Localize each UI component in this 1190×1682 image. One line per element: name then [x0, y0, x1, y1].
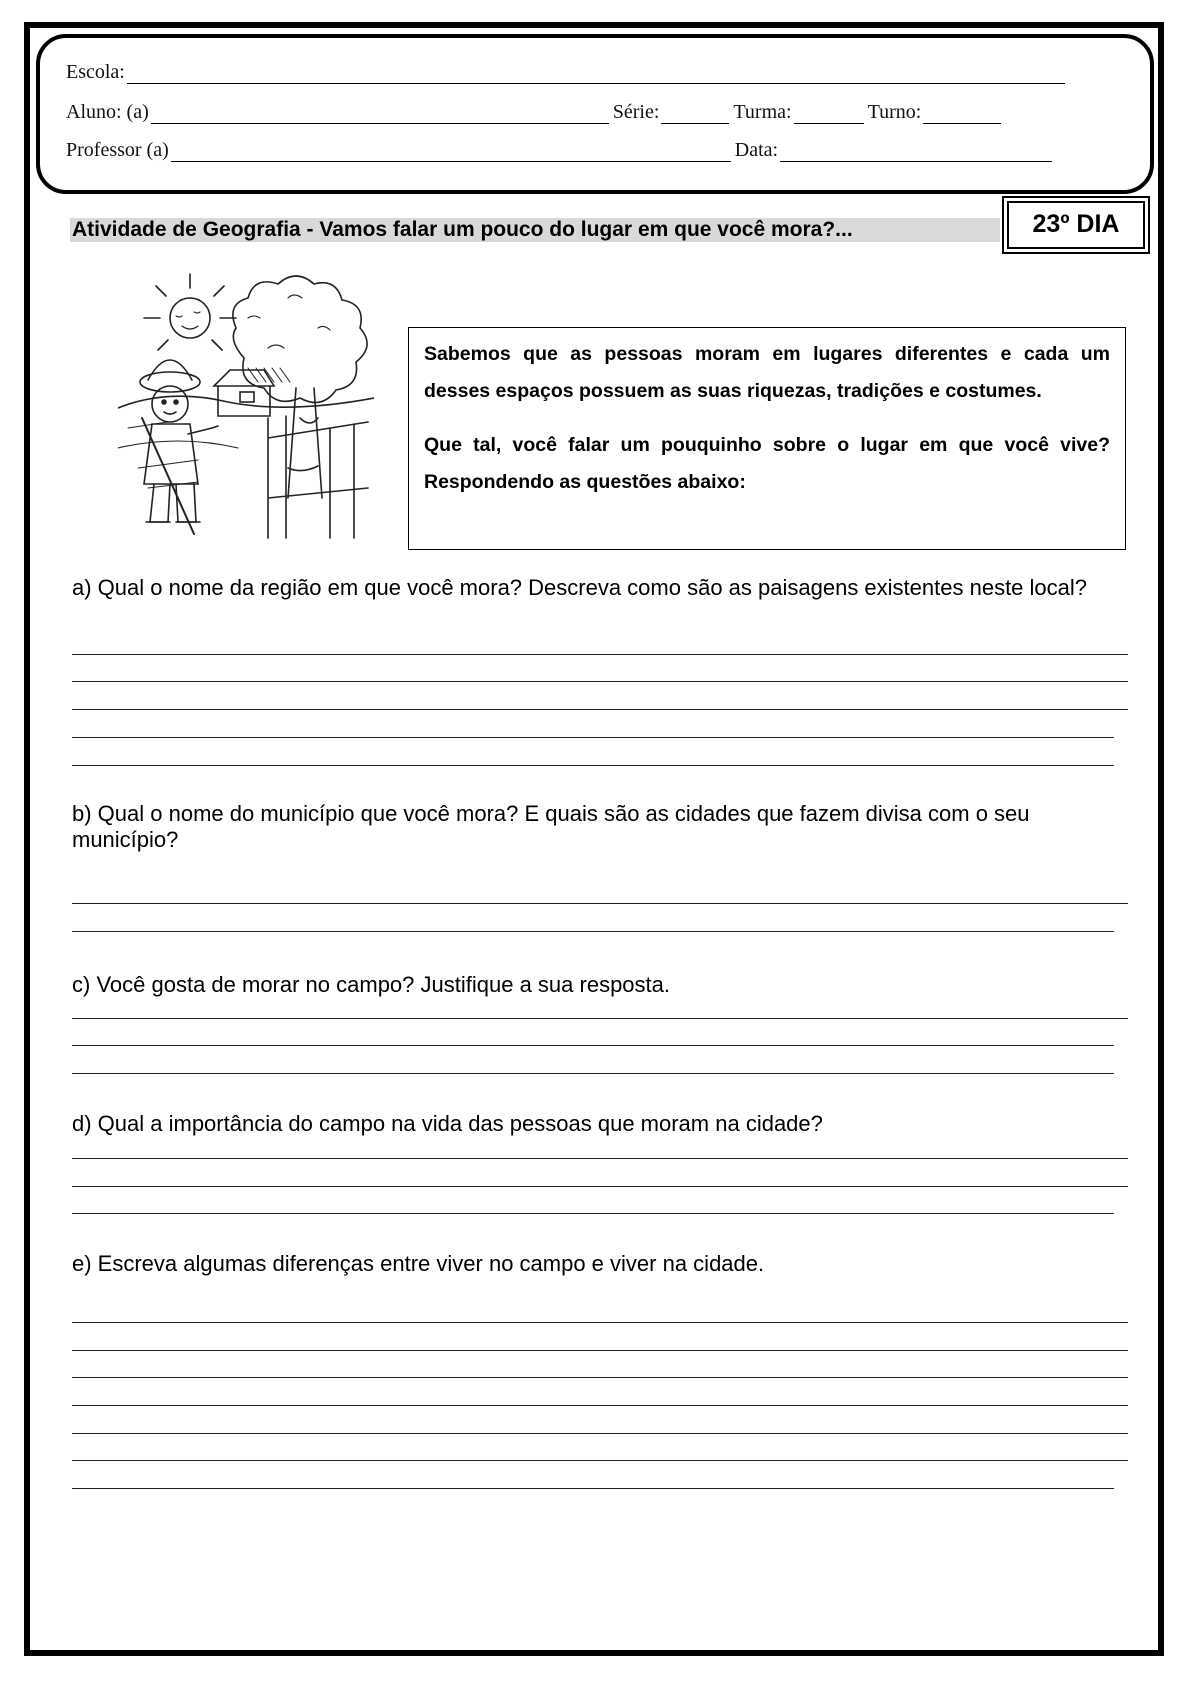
answer-line[interactable]: [72, 1433, 1128, 1434]
teacher-row: [66, 136, 1056, 162]
date-field[interactable]: [780, 143, 1052, 162]
activity-title: Atividade de Geografia - Vamos falar um pouco do lugar em que você mora?...: [70, 218, 1000, 242]
class-field[interactable]: [794, 105, 864, 124]
answer-line[interactable]: [72, 737, 1114, 738]
school-field[interactable]: [127, 65, 1065, 84]
day-label: 23º DIA: [1007, 201, 1145, 249]
day-badge: [1002, 196, 1150, 254]
answer-line[interactable]: [72, 1488, 1114, 1489]
sun-icon: [170, 298, 210, 338]
intro-paragraph-1: Sabemos que as pessoas moram em lugares diferentes e cada um desses espaços possuem as suas riquezas, tradições e costumes.: [424, 343, 1110, 402]
farm-boy-illustration: [118, 268, 374, 548]
student-row: [66, 98, 1005, 124]
grade-label: Série:: [612, 101, 660, 123]
question-b: b) Qual o nome do município que você mora? E quais são as cidades que fazem divisa com o seu município?: [72, 801, 1030, 852]
shift-label: Turno:: [867, 101, 922, 123]
question-c: c) Você gosta de morar no campo? Justifique a sua resposta.: [72, 972, 670, 997]
school-row: [66, 58, 1069, 84]
class-label: Turma:: [733, 101, 792, 123]
answer-line[interactable]: [72, 1045, 1114, 1046]
answer-line[interactable]: [72, 1322, 1128, 1323]
date-label: Data:: [734, 139, 779, 161]
answer-line[interactable]: [72, 654, 1128, 655]
answer-line[interactable]: [72, 1073, 1114, 1074]
answer-line[interactable]: [72, 1213, 1114, 1214]
teacher-label: Professor (a): [66, 139, 169, 161]
question-d: d) Qual a importância do campo na vida das pessoas que moram na cidade?: [72, 1111, 823, 1136]
answer-line[interactable]: [72, 931, 1114, 932]
school-label: Escola:: [66, 61, 125, 83]
question-a: a) Qual o nome da região em que você mora? Descreva como são as paisagens existentes neste local?: [72, 575, 1088, 600]
answer-line[interactable]: [72, 681, 1128, 682]
answer-line[interactable]: [72, 903, 1128, 904]
answer-line[interactable]: [72, 1018, 1128, 1019]
grade-field[interactable]: [661, 105, 729, 124]
intro-paragraph-2: Que tal, você falar um pouquinho sobre o lugar em que você vive? Respondendo as questões abaixo:: [424, 434, 1110, 493]
answer-line[interactable]: [72, 1377, 1128, 1378]
answer-line[interactable]: [72, 1158, 1128, 1159]
student-label: Aluno: (a): [66, 101, 149, 123]
teacher-field[interactable]: [171, 143, 731, 162]
answer-line[interactable]: [72, 1405, 1128, 1406]
student-field[interactable]: [151, 105, 609, 124]
answer-line[interactable]: [72, 1460, 1128, 1461]
answer-line[interactable]: [72, 1350, 1128, 1351]
intro-box: [408, 327, 1126, 550]
shift-field[interactable]: [923, 105, 1001, 124]
answer-line[interactable]: [72, 1186, 1128, 1187]
question-e: e) Escreva algumas diferenças entre viver no campo e viver na cidade.: [72, 1251, 765, 1276]
answer-line[interactable]: [72, 765, 1114, 766]
student-info-header: [36, 34, 1154, 194]
answer-line[interactable]: [72, 709, 1128, 710]
